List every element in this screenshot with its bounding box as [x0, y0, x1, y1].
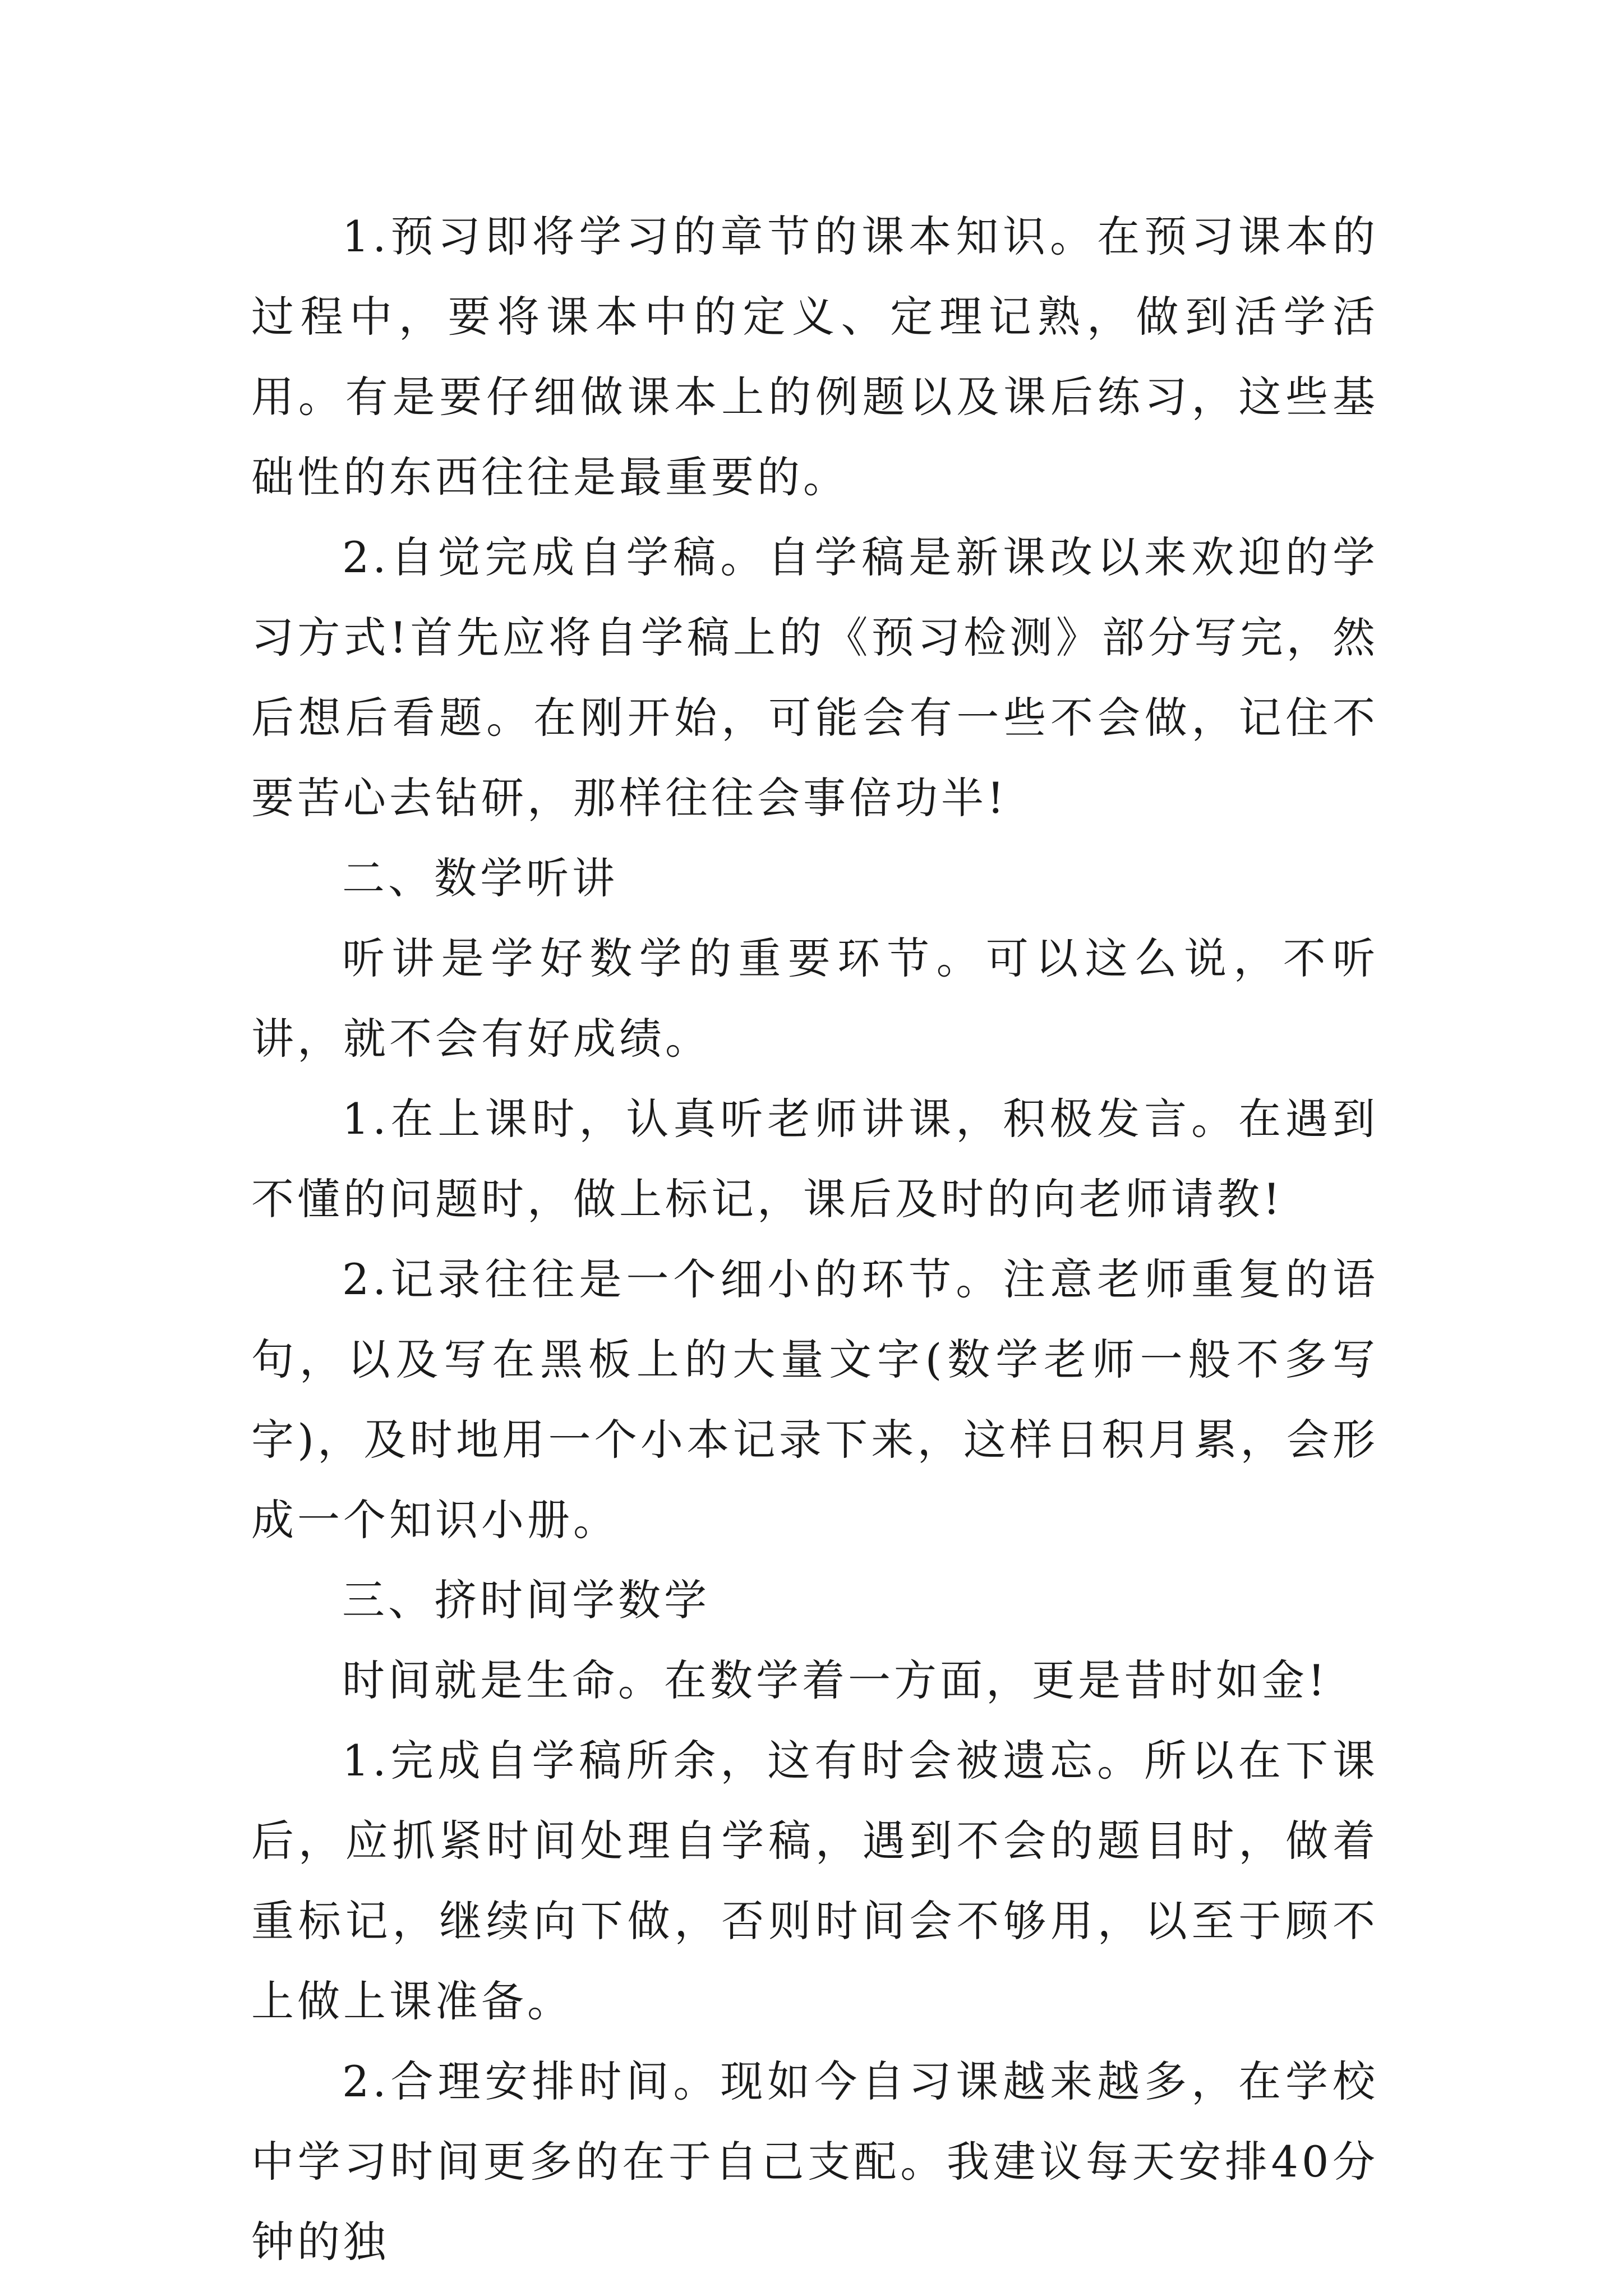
section-heading-listening: 二、数学听讲 [342, 853, 618, 903]
document-body [251, 196, 1378, 2282]
paragraph-finish-sheet: 1.完成自学稿所余，这有时会被遗忘。所以在下课后，应抓紧时间处理自学稿，遇到不会的题目时，做着重标记，继续向下做，否则时间会不够用，以至于顾不上做上课准备。 [251, 1736, 1378, 2026]
paragraph-note-taking: 2.记录往往是一个细小的环节。注意老师重复的语句，以及写在黑板上的大量文字(数学老师一般不多写字)，及时地用一个小本记录下来，这样日积月累，会形成一个知识小册。 [251, 1254, 1378, 1545]
paragraph-listening-intro: 听讲是学好数学的重要环节。可以这么说，不听讲，就不会有好成绩。 [251, 933, 1378, 1064]
paragraph-time-intro: 时间就是生命。在数学着一方面，更是昔时如金! [342, 1655, 1329, 1705]
paragraph-self-study-sheet: 2.自觉完成自学稿。自学稿是新课改以来欢迎的学习方式!首先应将自学稿上的《预习检测》部分写完，然后想后看题。在刚开始，可能会有一些不会做，记住不要苦心去钻研，那样往往会事倍功半! [251, 532, 1378, 823]
paragraph-preview-textbook: 1.预习即将学习的章节的课本知识。在预习课本的过程中，要将课本中的定义、定理记熟，做到活学活用。有是要仔细做课本上的例题以及课后练习，这些基础性的东西往往是最重要的。 [251, 211, 1378, 502]
section-heading-time: 三、挤时间学数学 [342, 1575, 710, 1625]
paragraph-arrange-time: 2.合理安排时间。现如今自习课越来越多，在学校中学习时间更多的在于自己支配。我建议每天安排40分钟的独 [251, 2056, 1378, 2267]
paragraph-in-class: 1.在上课时，认真听老师讲课，积极发言。在遇到不懂的问题时，做上标记，课后及时的向老师请教! [251, 1094, 1378, 1224]
